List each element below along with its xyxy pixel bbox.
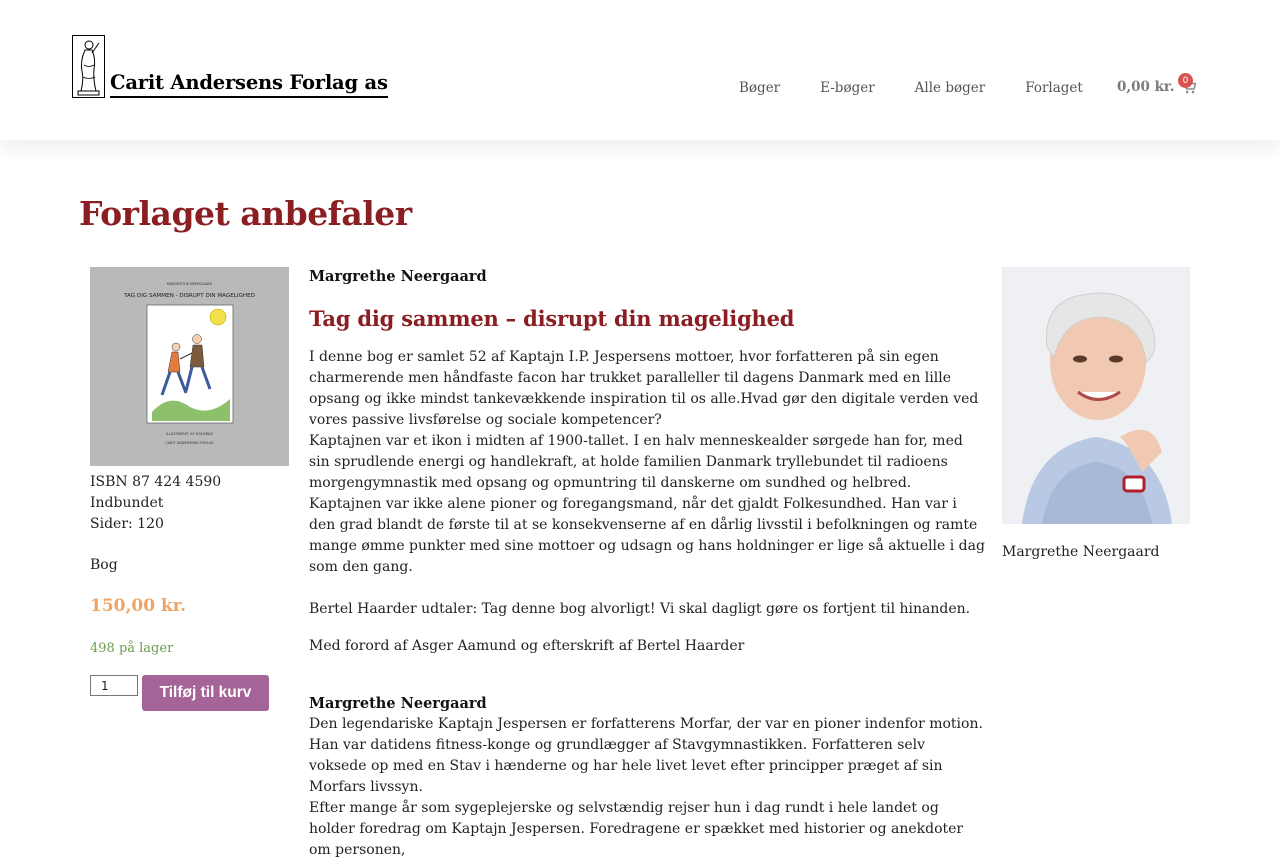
author-photo-caption: Margrethe Neergaard	[1002, 544, 1160, 560]
product-binding: Indbundet	[90, 495, 164, 511]
quantity-input[interactable]	[90, 675, 138, 696]
product-isbn: ISBN 87 424 4590	[90, 474, 222, 490]
nav-item-forlaget[interactable]: Forlaget	[1025, 80, 1083, 96]
cover-title-text: TAG DIG SAMMEN - DISRUPT DIN MAGELIGHED	[124, 293, 255, 299]
nav-item-alle-boger[interactable]: Alle bøger	[914, 80, 986, 96]
product-type: Bog	[90, 557, 118, 573]
add-to-cart-button[interactable]: Tilføj til kurv	[142, 675, 269, 711]
svg-text:MARGRETHE NEERGAARD: MARGRETHE NEERGAARD	[166, 282, 213, 286]
forord-paragraph: Med forord af Asger Aamund og efterskrift af Bertel Haarder	[309, 638, 745, 654]
stock-status: 498 på lager	[90, 641, 174, 656]
product-pages: Sider: 120	[90, 516, 164, 532]
product-price: 150,00 kr.	[90, 596, 187, 616]
author-name: Margrethe Neergaard	[309, 268, 487, 285]
author-portrait-image	[1002, 267, 1190, 524]
description-paragraph: Kaptajnen var et ikon i midten af 1900-tallet. I en halv menneskealder sørgede han for, med sin sprudlende energi og handlekraft, at holde familien Danmark tryllebundet til radioens morgengymnastik med opsang og opmuntring til danskerne om sundhed og helbred. Kaptajnen var ikke alene pioner og foregangsmand, når det gjaldt Folkesundhed. Han var i den grad blandt de første til at se konsekvenserne af en dårlig livsstil i befolkningen og ramte mange ømme punkter med sine mottoer og udsagn og hans holdninger er lige så aktuelle i dag som den gang.	[309, 433, 985, 575]
description-paragraph: I denne bog er samlet 52 af Kaptajn I.P. Jespersens mottoer, hvor forfatteren på sin egen charmerende men håndfaste facon har trukket paralleller til dagens Danmark med en lille opsang og ikke mindst tankevækkende inspiration til os alle.Hvad gør den digitale verden ved vores passive livsførelse og sociale kompetencer?	[309, 349, 979, 428]
book-title: Tag dig sammen – disrupt din magelighed	[309, 306, 795, 331]
cart-count-badge: 0	[1178, 73, 1193, 88]
main-nav	[739, 80, 1123, 96]
product-meta	[90, 472, 221, 576]
logo-text: Carit Andersens Forlag as	[110, 73, 388, 99]
page-title: Forlaget anbefaler	[79, 194, 412, 233]
svg-text:CARIT ANDERSENS FORLAG: CARIT ANDERSENS FORLAG	[165, 441, 214, 445]
cart-amount: 0,00 kr.	[1117, 79, 1175, 95]
site-header	[0, 0, 1280, 140]
bio-paragraph: Efter mange år som sygeplejerske og selvstændig rejser hun i dag rundt i hele landet og holder foredrag om Kaptajn Jespersen. Foredragene er spækket med historier og anekdoter om personen,	[309, 800, 964, 858]
nav-item-boger[interactable]: Bøger	[739, 80, 781, 96]
author-photo	[1002, 267, 1190, 524]
site-logo[interactable]	[72, 34, 388, 98]
author-heading: Margrethe Neergaard	[309, 695, 487, 712]
logo-statue-icon	[72, 35, 105, 98]
quote-paragraph: Bertel Haarder udtaler: Tag denne bog alvorligt! Vi skal dagligt gøre os fortjent til hinanden.	[309, 601, 971, 617]
nav-item-e-boger[interactable]: E-bøger	[820, 80, 875, 96]
product-description	[309, 266, 985, 861]
svg-text:ILLUSTRERET AF K.M.BRAD: ILLUSTRERET AF K.M.BRAD	[165, 432, 214, 436]
bio-paragraph: Den legendariske Kaptajn Jespersen er forfatterens Morfar, der var en pioner indenfor motion. Han var datidens fitness-konge og grundlægger af Stavgymnastikken. Forfatteren selv voksede op med en Stav i hænderne og har hele livet levet efter principper præget af sin Morfars livssyn.	[309, 716, 983, 795]
book-cover-image[interactable]	[90, 267, 289, 466]
book-cover-illustration	[90, 267, 289, 466]
